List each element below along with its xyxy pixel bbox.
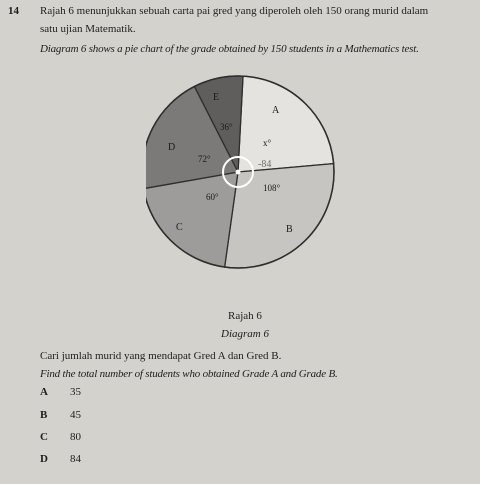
ask-text-en: Find the total number of students who obtained Grade A and Grade B. bbox=[40, 368, 338, 380]
option-b-value[interactable]: 45 bbox=[70, 409, 81, 421]
pie-slice-b bbox=[225, 164, 334, 268]
slice-label-E: E bbox=[213, 92, 220, 103]
question-text-en: Diagram 6 shows a pie chart of the grade obtained by 150 students in a Mathematics test. bbox=[40, 43, 419, 55]
angle-label-A: x° bbox=[263, 138, 272, 148]
option-c-value[interactable]: 80 bbox=[70, 431, 81, 443]
slice-label-B: B bbox=[286, 224, 293, 235]
slice-label-A: A bbox=[272, 105, 280, 116]
annotation-minus-84: -84 bbox=[258, 159, 272, 170]
angle-label-B: 108° bbox=[263, 183, 281, 193]
option-c-letter[interactable]: C bbox=[40, 431, 48, 443]
slice-label-C: C bbox=[176, 222, 183, 233]
diagram-caption-en: Diagram 6 bbox=[221, 328, 269, 340]
center-dot bbox=[236, 170, 241, 175]
option-a-value[interactable]: 35 bbox=[70, 386, 81, 398]
option-b-letter[interactable]: B bbox=[40, 409, 48, 421]
question-text-ms: Rajah 6 menunjukkan sebuah carta pai gred yang diperoleh oleh 150 orang murid dalam bbox=[40, 5, 429, 17]
option-d-value[interactable]: 84 bbox=[70, 453, 81, 465]
angle-label-D: 72° bbox=[198, 154, 211, 164]
option-a-letter[interactable]: A bbox=[40, 386, 48, 398]
angle-label-C: 60° bbox=[206, 192, 219, 202]
ask-text-ms: Cari jumlah murid yang mendapat Gred A dan Gred B. bbox=[40, 350, 282, 362]
question-number: 14 bbox=[8, 5, 19, 17]
slice-label-D: D bbox=[168, 142, 176, 153]
question-text-ms-cont: satu ujian Matematik. bbox=[40, 23, 136, 35]
angle-label-E: 36° bbox=[220, 122, 233, 132]
diagram-caption-ms: Rajah 6 bbox=[228, 310, 262, 322]
pie-chart bbox=[146, 70, 346, 270]
pie-slice-a bbox=[238, 76, 334, 172]
option-d-letter[interactable]: D bbox=[40, 453, 48, 465]
